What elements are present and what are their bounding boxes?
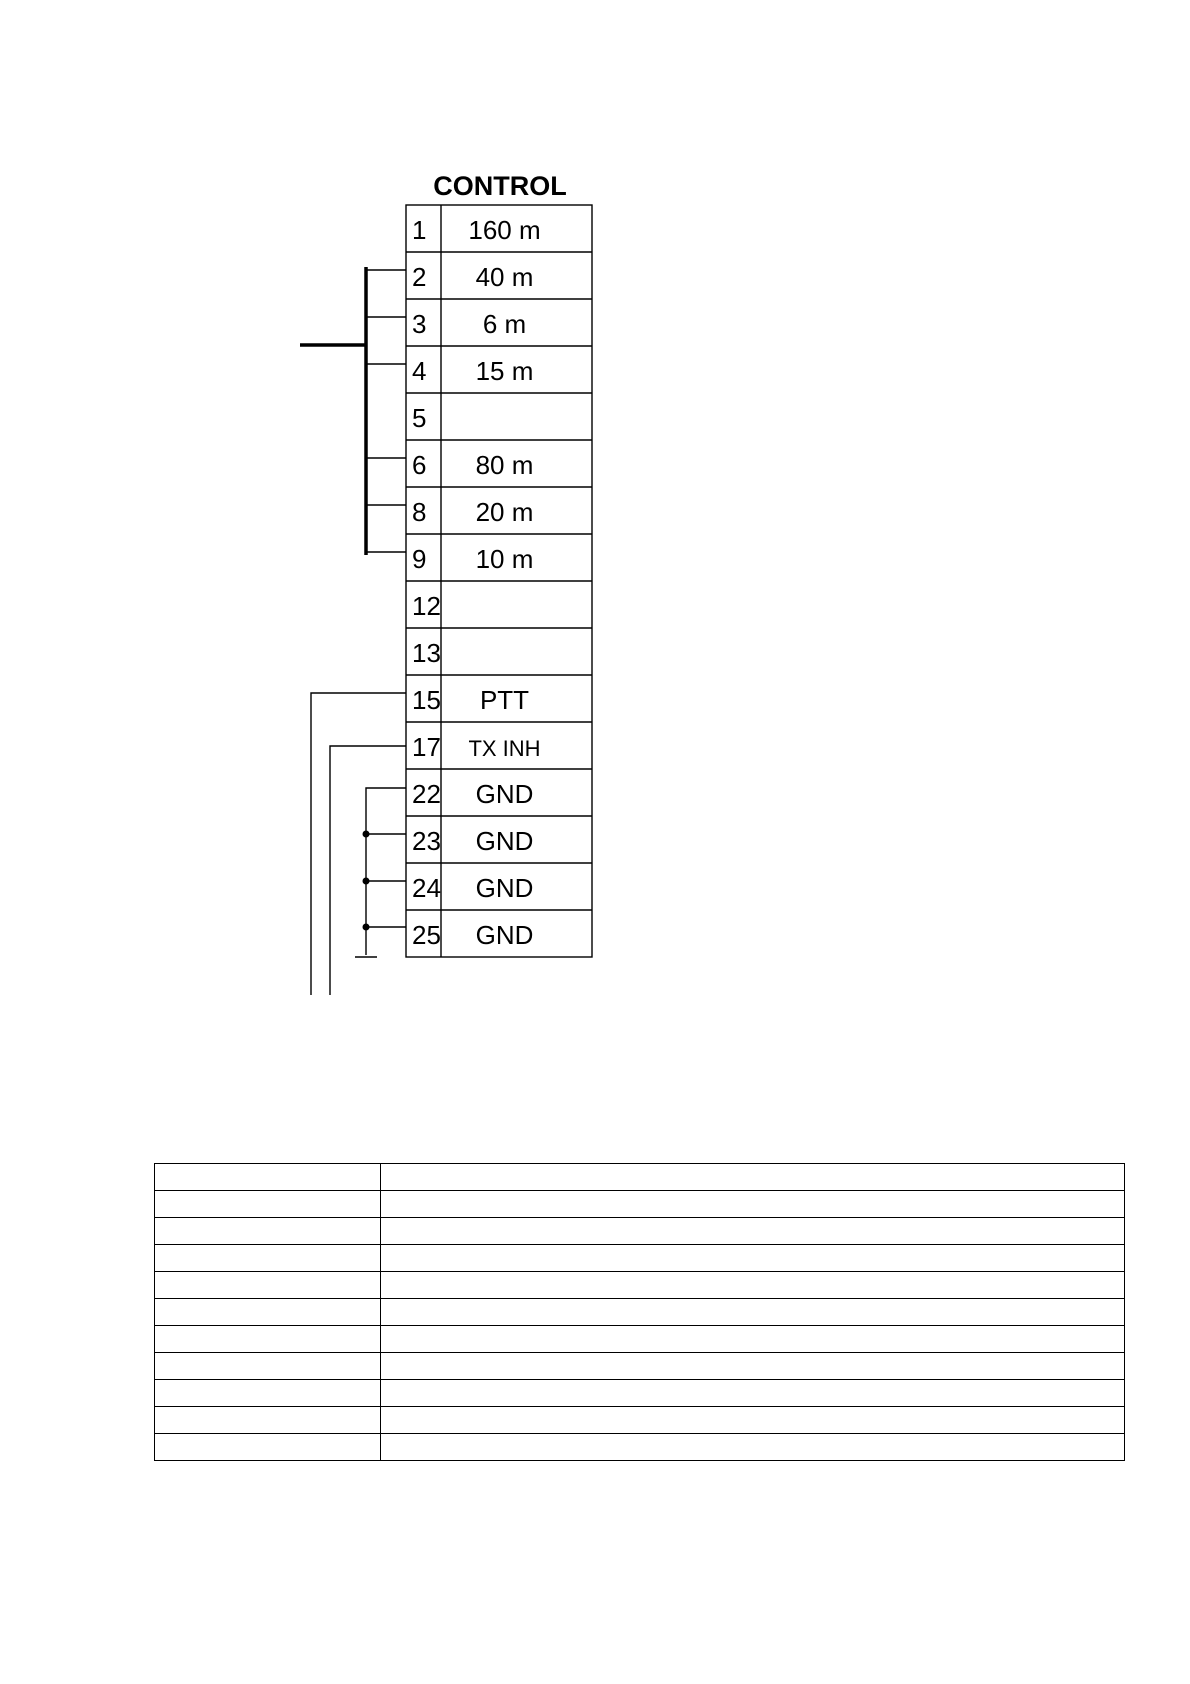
pin-function-label: PTT: [479, 685, 530, 715]
pin-number: 3: [412, 309, 427, 339]
pin-function-label: 160 m: [468, 215, 541, 245]
table-row: [155, 1272, 1125, 1299]
table-cell: [155, 1272, 381, 1299]
pin-number: 24: [412, 873, 441, 903]
table-cell: [155, 1245, 381, 1272]
table-cell: [381, 1245, 1125, 1272]
table-row: [155, 1218, 1125, 1245]
pin-number: 9: [412, 544, 427, 574]
pin-number: 5: [412, 403, 427, 433]
table-cell: [155, 1380, 381, 1407]
ground-bus-line: [366, 788, 406, 955]
table-row: [155, 1164, 1125, 1191]
table-cell: [381, 1191, 1125, 1218]
junction-dot: [363, 924, 370, 931]
pin-number: 1: [412, 215, 427, 245]
connector-title: CONTROL: [433, 171, 567, 201]
table-cell: [155, 1218, 381, 1245]
ptt-wire: [311, 693, 406, 995]
table-cell: [155, 1326, 381, 1353]
ground-wiring: [355, 788, 406, 957]
table-cell: [381, 1326, 1125, 1353]
pin-function-label: 10 m: [475, 544, 534, 574]
pin-number: 22: [412, 779, 441, 809]
pin-number: 4: [412, 356, 427, 386]
pin-number: 6: [412, 450, 427, 480]
pin-function-label: 15 m: [475, 356, 534, 386]
table-cell: [155, 1164, 381, 1191]
table-cell: [155, 1191, 381, 1218]
pin-function-label: GND: [475, 779, 534, 809]
table-row: [155, 1380, 1125, 1407]
pin-function-label: 40 m: [475, 262, 534, 292]
table-cell: [381, 1299, 1125, 1326]
pin-function-label: GND: [475, 873, 534, 903]
table-row: [155, 1407, 1125, 1434]
empty-table: [154, 1163, 1125, 1461]
pin-number: 17: [412, 732, 441, 762]
ptt-wiring: [311, 693, 406, 995]
table-cell: [381, 1434, 1125, 1461]
table-row: [155, 1326, 1125, 1353]
pin-block: [406, 205, 592, 957]
pin-number: 23: [412, 826, 441, 856]
table-cell: [155, 1434, 381, 1461]
pin-number: 15: [412, 685, 441, 715]
table-row: [155, 1434, 1125, 1461]
table-body: [155, 1164, 1125, 1461]
table-cell: [155, 1353, 381, 1380]
table-cell: [381, 1407, 1125, 1434]
junction-dot: [363, 878, 370, 885]
pin-number: 25: [412, 920, 441, 950]
pin-function-label: TX INH: [468, 736, 541, 761]
table-cell: [155, 1407, 381, 1434]
pin-function-label: 20 m: [475, 497, 534, 527]
table-cell: [381, 1272, 1125, 1299]
pin-function-label: 6 m: [482, 309, 527, 339]
pin-number: 13: [412, 638, 441, 668]
table-row: [155, 1299, 1125, 1326]
table-cell: [381, 1353, 1125, 1380]
pin-number: 12: [412, 591, 441, 621]
pin-number: 2: [412, 262, 427, 292]
band-wiring: [300, 267, 406, 555]
pin-function-label: GND: [475, 920, 534, 950]
table-row: [155, 1245, 1125, 1272]
table-row: [155, 1353, 1125, 1380]
table-row: [155, 1191, 1125, 1218]
pin-function-label: 80 m: [475, 450, 534, 480]
table-cell: [155, 1299, 381, 1326]
pin-function-label: GND: [475, 826, 534, 856]
table-cell: [381, 1218, 1125, 1245]
junction-dot: [363, 831, 370, 838]
pin-number: 8: [412, 497, 427, 527]
table-cell: [381, 1380, 1125, 1407]
table-cell: [381, 1164, 1125, 1191]
